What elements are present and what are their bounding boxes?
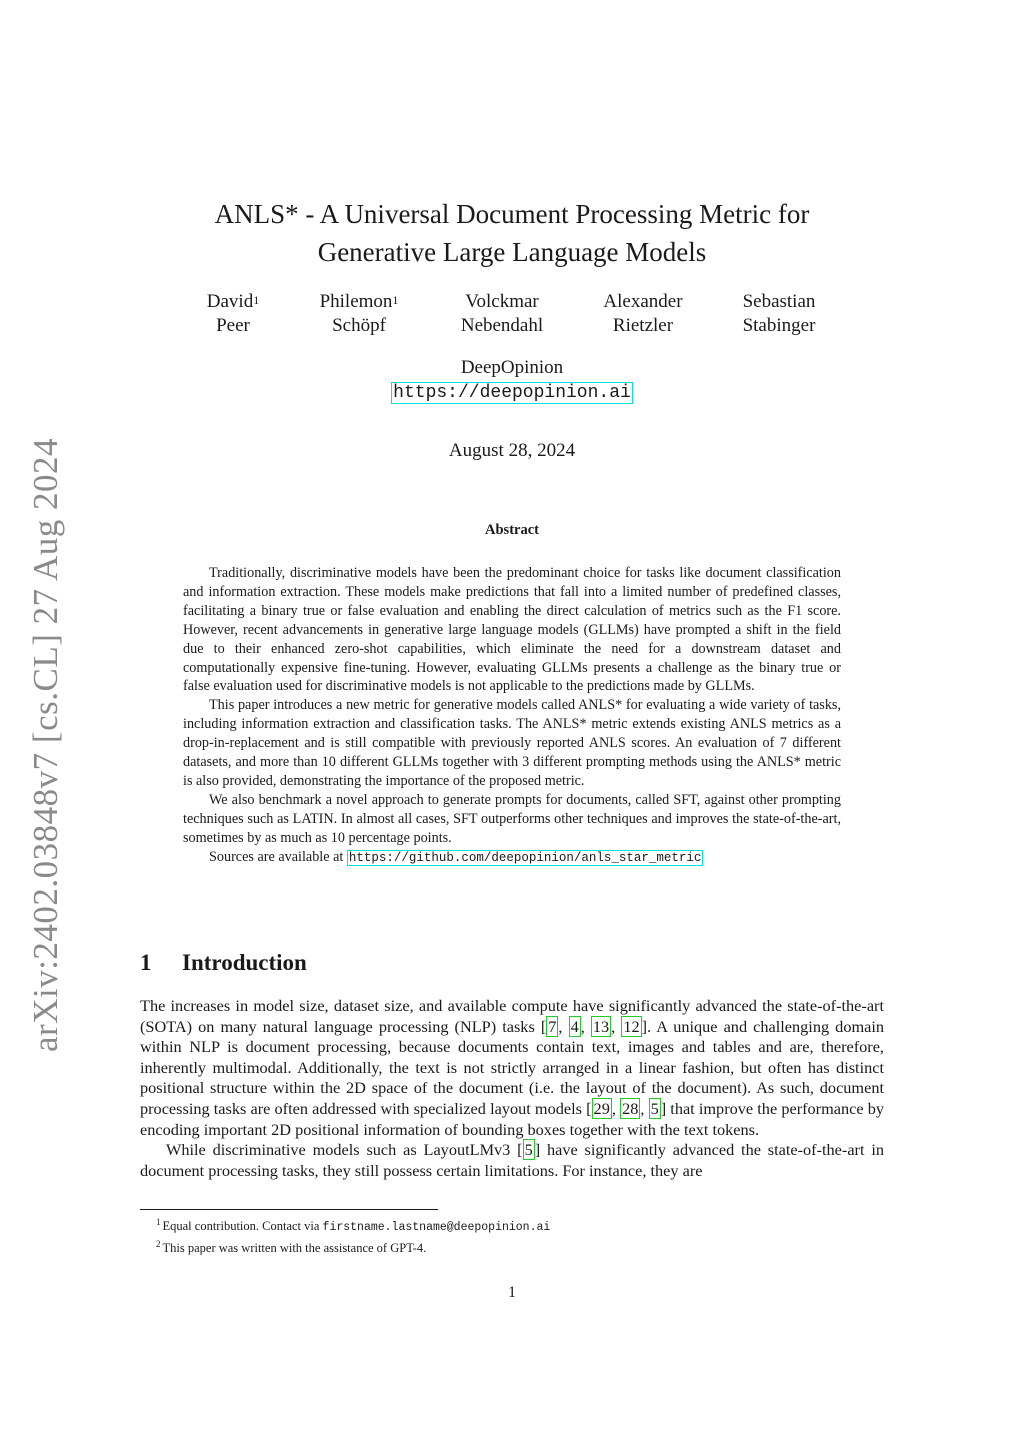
- intro-paragraph: While discriminative models such as LayoutLMv3 [ 5 ] have significantly advanced the state-of-the-art in document processing tasks, they still possess certain limitations. For instance, they are: [140, 1140, 884, 1180]
- intro-paragraph: The increases in model size, dataset size, and available compute have significantly advanced the state-of-the-art (SOTA) on many natural language processing (NLP) tasks [ 7 , 4 , 13 , 12 ]. A unique and challenging domain within NLP is document processing, because documents contain text, images and tables and are, therefore, inherently multimodal. Additionally, the text is not strictly arranged in a linear fashion, but often has distinct positional structure within the 2D space of the document (i.e. the layout of the document). As such, document processing tasks are often addressed with specialized layout models [ 29 , 28 , 5 ] that improve the performance by encoding important 2D positional information of bounding boxes together with the text tokens.: [140, 996, 885, 1139]
- author: Alexander Rietzler: [603, 291, 683, 336]
- citation-link[interactable]: 7: [548, 1016, 557, 1036]
- paper-title: [150, 195, 874, 271]
- citation-link[interactable]: 28: [622, 1098, 639, 1118]
- section-number: 1: [140, 950, 152, 975]
- paper-date: August 28, 2024: [448, 440, 576, 461]
- affiliation-name: DeepOpinion: [460, 357, 564, 378]
- affiliation: [0, 356, 1024, 404]
- author: Sebastian Stabinger: [742, 291, 816, 336]
- arxiv-stamp: arXiv:2402.03848v7 [cs.CL] 27 Aug 2024: [26, 438, 65, 1052]
- footnote: $^2$ This paper was written with the assistance of GPT-4.: [156, 1239, 427, 1256]
- author: Volckmar Nebendahl: [460, 291, 544, 336]
- abstract-body: [183, 564, 841, 868]
- section-heading: [140, 950, 307, 976]
- citation-link[interactable]: 29: [593, 1098, 610, 1118]
- title-line-1: ANLS* - A Universal Document Processing Metric for: [214, 199, 810, 229]
- footnotes: [158, 1214, 550, 1256]
- citation-link[interactable]: 13: [592, 1016, 610, 1036]
- section-title: Introduction: [182, 950, 307, 975]
- citation-link[interactable]: 12: [623, 1016, 640, 1036]
- author-list: [0, 290, 1024, 350]
- abstract-paragraph: This paper introduces a new metric for generative models called ANLS* for evaluating a wide variety of tasks, including information extraction and classification tasks. The ANLS* metric extends existing ANLS metrics as a drop-in-replacement and is still compatible with previously reported ANLS scores. An evaluation of 7 different datasets, and more than 10 different GLLMs together with 3 different prompting methods using the ANLS* metric is also provided, demonstrating the importance of the proposed metric.: [183, 697, 841, 789]
- page-number: 1: [508, 1284, 516, 1301]
- abstract-paragraph: We also benchmark a novel approach to generate prompts for documents, called SFT, against other prompting techniques such as LATIN. In almost all cases, SFT outperforms other techniques and improves the state-of-the-art, sometimes by as much as 10 percentage points.: [183, 791, 841, 846]
- abstract-paragraph: Sources are available at https://github.com/deepopinion/anls_star_metric: [209, 848, 702, 865]
- contact-email: firstname.lastname@deepopinion.ai: [322, 1221, 551, 1235]
- citation-link[interactable]: 4: [570, 1016, 579, 1036]
- citation-link[interactable]: 5: [650, 1098, 659, 1118]
- citation-link[interactable]: 5: [524, 1140, 533, 1160]
- abstract-paragraph: Traditionally, discriminative models have been the predominant choice for tasks like document classification and information extraction. These models make predictions that fall into a limited number of predefined classes, facilitating a binary true or false evaluation and enabling the direct calculation of metrics such as the F1 score. However, recent advancements in generative large language models (GLLMs) have prompted a shift in the field due to their enhanced zero-shot capabilities, which eliminate the need for a downstream dataset and computationally expensive fine-tuning. However, evaluating GLLMs presents a challenge as the binary true or false evaluation used for discriminative models is not applicable to the predictions made by GLLMs.: [183, 565, 841, 695]
- affiliation-link[interactable]: https://deepopinion.ai: [393, 383, 631, 403]
- author: Philemon$^1$ Schöpf: [319, 291, 399, 336]
- footnote: $^1$ Equal contribution. Contact via firstname.lastname@deepopinion.ai: [156, 1217, 551, 1235]
- source-code-link[interactable]: https://github.com/deepopinion/anls_star_metric: [348, 850, 702, 865]
- intro-body: [140, 996, 884, 1181]
- footnote-divider: [140, 1209, 438, 1210]
- abstract-heading: Abstract: [485, 522, 539, 538]
- author: David$^1$ Peer: [206, 291, 260, 336]
- title-line-2: Generative Large Language Models: [317, 237, 707, 267]
